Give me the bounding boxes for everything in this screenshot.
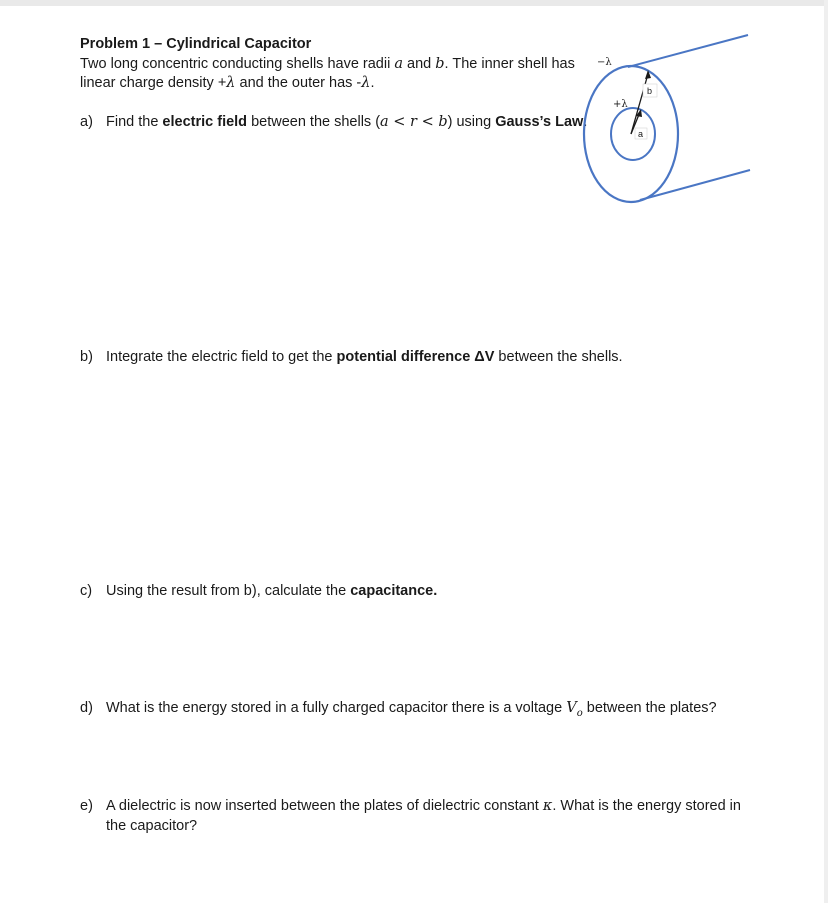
part-e-label: e) — [80, 798, 93, 814]
inner-charge-label: +λ — [613, 99, 628, 110]
outer-cylinder-bottom-line — [640, 170, 750, 200]
radius-b-label: b — [647, 86, 653, 96]
part-a-label: a) — [80, 114, 93, 130]
problem-title: Problem 1 – Cylindrical Capacitor — [80, 36, 312, 52]
problem-intro-line1: Two long concentric conducting shells have radii a and b. The inner shell has — [80, 56, 575, 72]
outer-charge-label: −λ — [597, 57, 612, 68]
radius-a-label: a — [638, 129, 644, 139]
part-e-line1: e) A dielectric is now inserted between the plates of dielectric constant κ. What is the energy stored in — [80, 798, 741, 814]
part-d: d) What is the energy stored in a fully charged capacitor there is a voltage $V_o$ between the plates? — [80, 700, 717, 719]
part-a: a) Find the electric field between the shells (a < r < b) using Gauss’s Law. — [80, 114, 588, 130]
inner-shell-ellipse — [611, 108, 655, 160]
part-b: b) Integrate the electric field to get the potential difference ΔV between the shells. — [80, 349, 623, 365]
radius-b-arrow — [631, 70, 651, 134]
outer-cylinder-top-line — [628, 35, 748, 67]
part-c: c) Using the result from b), calculate the capacitance. — [80, 583, 438, 599]
problem-intro-line2: linear charge density +λ and the outer has -λ. — [80, 75, 375, 91]
part-d-label: d) — [80, 700, 93, 716]
part-e-line2: the capacitor? — [106, 818, 198, 834]
part-b-label: b) — [80, 349, 93, 365]
part-c-label: c) — [80, 583, 93, 599]
